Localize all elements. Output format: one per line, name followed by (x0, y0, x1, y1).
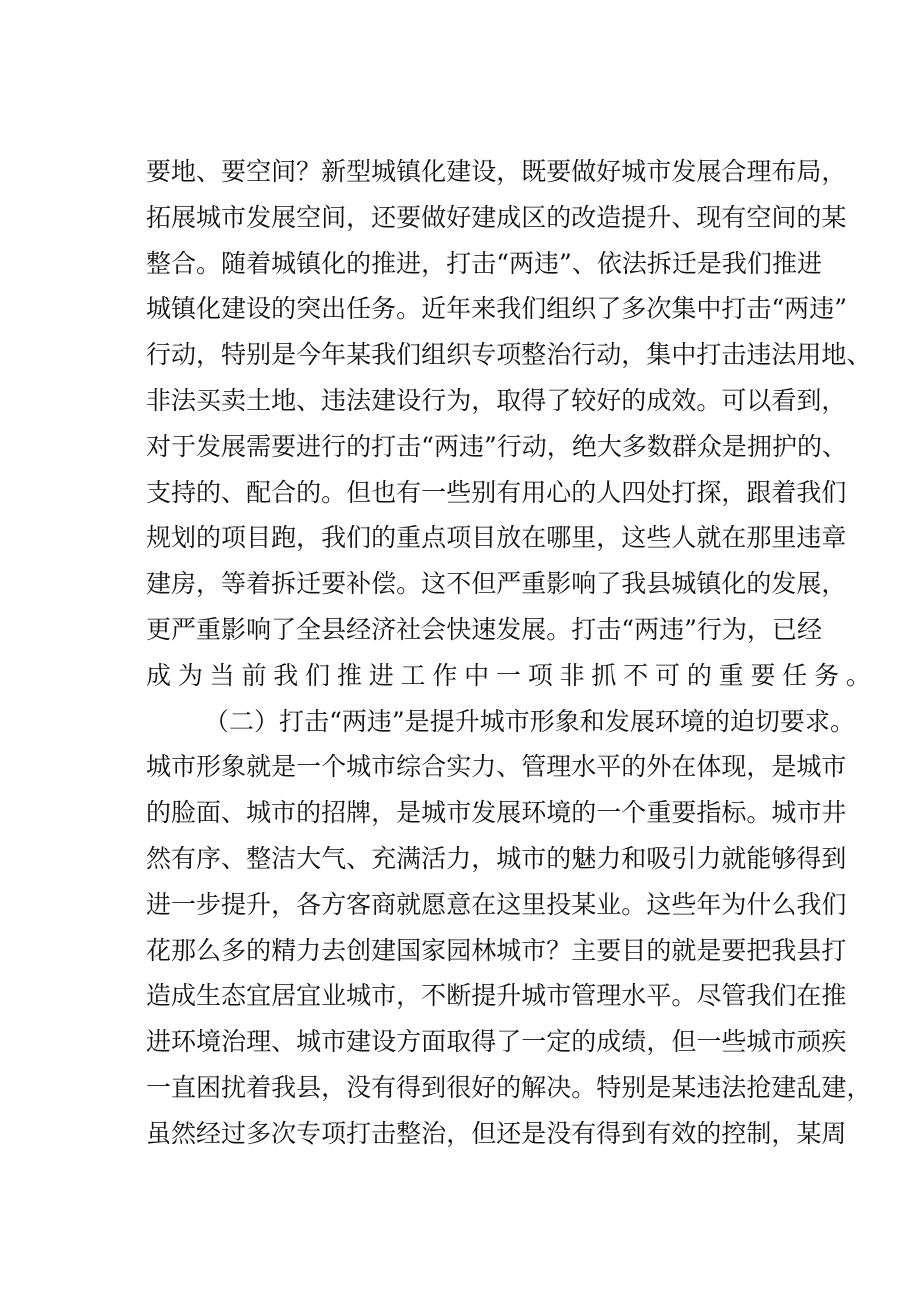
text-line: 进 一 步 提 升 ， 各 方 客 商 就 愿 意 在 这 里 投 某 业 。 这 些 年 为 什 么 我 们 (146, 889, 847, 919)
text-line: 花 那 么 多 的 精 力 去 创 建 国 家 园 林 城 市 ？ 主 要 目 的 就 是 要 把 我 县 打 (146, 935, 847, 965)
text-line: 更 严 重 影 响 了 全 县 经 济 社 会 快 速 发 展 。 打 击 “ 两 违 ” 行 为 ， 已 经 (146, 614, 822, 644)
text-line: 行 动 ， 特 别 是 今 年 某 我 们 组 织 专 项 整 治 行 动 ， 集 中 打 击 违 法 用 地 、 (146, 340, 872, 370)
text-line: 造 成 生 态 宜 居 宜 业 城 市 ， 不 断 提 升 城 市 管 理 水 平 。 尽 管 我 们 在 推 (146, 981, 847, 1011)
text-line: 整 合 。 随 着 城 镇 化 的 推 进 ， 打 击 “ 两 违 ” 、 依 法 拆 迁 是 我 们 推 进 (146, 248, 822, 278)
body-text (146, 152, 872, 1160)
text-line: 成 为 当 前 我 们 推 进 工 作 中 一 项 非 抓 不 可 的 重 要 任 务 。 (146, 660, 871, 690)
text-line: 对 于 发 展 需 要 进 行 的 打 击 “ 两 违 ” 行 动 ， 绝 大 多 数 群 众 是 拥 护 的 、 (146, 431, 847, 461)
text-line: 虽 然 经 过 多 次 专 项 打 击 整 治 ， 但 还 是 没 有 得 到 有 效 的 控 制 ， 某 周 (146, 1118, 847, 1148)
text-line: 支 持 的 、 配 合 的 。 但 也 有 一 些 别 有 用 心 的 人 四 处 打 探 ， 跟 着 我 们 (146, 477, 847, 507)
section-heading-line: （ 二 ） 打 击 “ 两 违 ” 是 提 升 城 市 形 象 和 发 展 环 境 的 迫 切 要 求 。 (204, 706, 855, 736)
text-line: 要 地 、 要 空 间 ？ 新 型 城 镇 化 建 设 ， 既 要 做 好 城 市 发 展 合 理 布 局 ， (146, 157, 847, 186)
text-line: 拓 展 城 市 发 展 空 间 ， 还 要 做 好 建 成 区 的 改 造 提 升 、 现 有 空 间 的 某 (146, 202, 847, 232)
text-line: 进 环 境 治 理 、 城 市 建 设 方 面 取 得 了 一 定 的 成 绩 ， 但 一 些 城 市 顽 疾 (146, 1027, 847, 1057)
text-line: 城 市 形 象 就 是 一 个 城 市 综 合 实 力 、 管 理 水 平 的 外 在 体 现 ， 是 城 市 (146, 752, 847, 782)
text-line: 非 法 买 卖 土 地 、 违 法 建 设 行 为 ， 取 得 了 较 好 的 成 效 。 可 以 看 到 ， (146, 385, 847, 415)
text-line: 的 脸 面 、 城 市 的 招 牌 ， 是 城 市 发 展 环 境 的 一 个 重 要 指 标 。 城 市 井 (146, 798, 847, 828)
text-line: 建 房 ， 等 着 拆 迁 要 补 偿 。 这 不 但 严 重 影 响 了 我 县 城 镇 化 的 发 展 ， (146, 569, 847, 599)
text-line: 一 直 困 扰 着 我 县 ， 没 有 得 到 很 好 的 解 决 。 特 别 是 某 违 法 抢 建 乱 建 ， (146, 1072, 872, 1102)
text-line: 然 有 序 、 整 洁 大 气 、 充 满 活 力 ， 城 市 的 魅 力 和 吸 引 力 就 能 够 得 到 (146, 843, 847, 873)
text-line: 规 划 的 项 目 跑 ， 我 们 的 重 点 项 目 放 在 哪 里 ， 这 些 人 就 在 那 里 违 章 (146, 523, 847, 553)
text-line: 城 镇 化 建 设 的 突 出 任 务 。 近 年 来 我 们 组 织 了 多 次 集 中 打 击 “ 两 违 ” (146, 294, 847, 324)
